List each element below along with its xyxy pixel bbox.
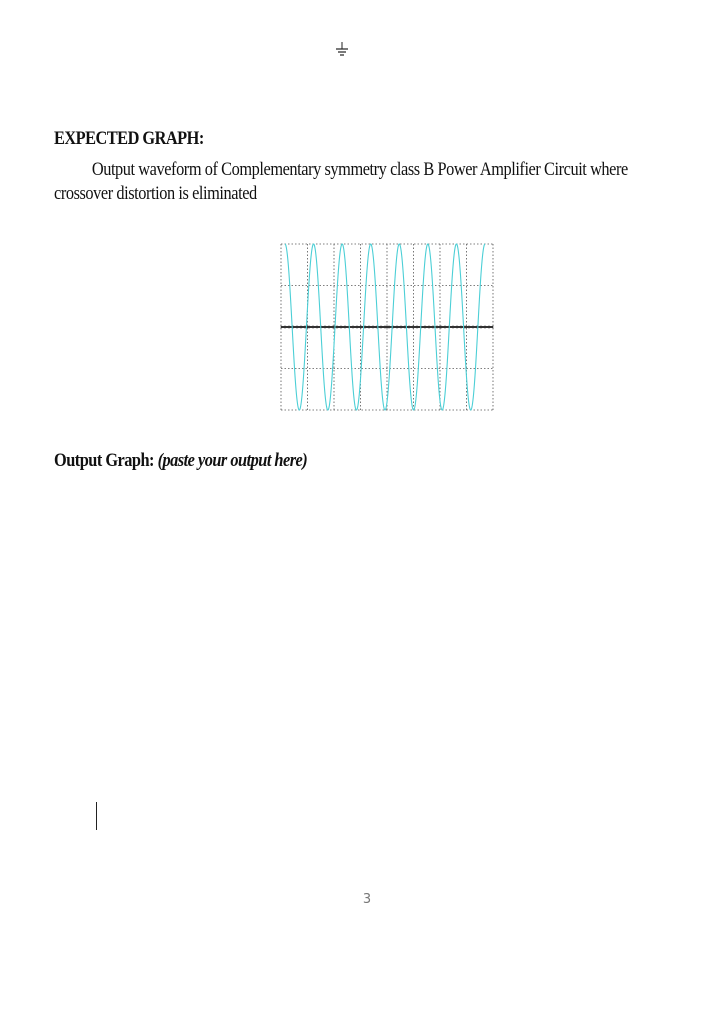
output-graph-label: Output Graph: — [54, 450, 154, 471]
graph-caption: Output waveform of Complementary symmetry class B Power Amplifier Circuit where crossover distortion is eliminated — [54, 159, 628, 204]
oscilloscope-waveform-chart — [279, 242, 495, 412]
output-graph-hint: (paste your output here) — [157, 450, 308, 471]
ground-symbol-icon — [334, 42, 350, 60]
expected-graph-heading: EXPECTED GRAPH: — [54, 128, 204, 149]
page-number: 3 — [362, 892, 372, 907]
text-cursor[interactable] — [96, 802, 97, 830]
output-graph-heading — [54, 450, 307, 472]
